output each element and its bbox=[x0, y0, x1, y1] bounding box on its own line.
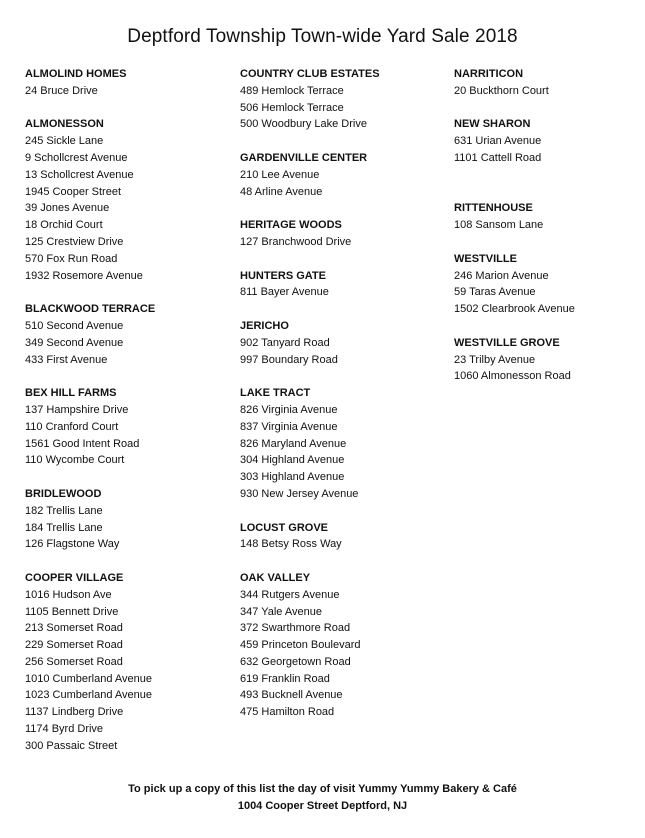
address: 349 Second Avenue bbox=[25, 336, 124, 349]
address: 489 Hemlock Terrace bbox=[240, 84, 344, 97]
section-heading: LOCUST GROVE bbox=[240, 521, 329, 534]
address: 210 Lee Avenue bbox=[240, 168, 320, 181]
address: 433 First Avenue bbox=[25, 353, 108, 366]
address: 110 Wycombe Court bbox=[25, 454, 125, 467]
address: 1561 Good Intent Road bbox=[25, 437, 140, 450]
address: 1101 Cattell Road bbox=[454, 151, 542, 164]
column-2 bbox=[240, 66, 450, 738]
address: 48 Arline Avenue bbox=[240, 185, 323, 198]
footer bbox=[0, 781, 645, 815]
address: 108 Sansom Lane bbox=[454, 219, 544, 232]
address: 229 Somerset Road bbox=[25, 639, 123, 652]
section-cooper-village bbox=[25, 570, 230, 755]
address: 997 Boundary Road bbox=[240, 353, 338, 366]
section-heading: HUNTERS GATE bbox=[240, 269, 326, 282]
address: 182 Trellis Lane bbox=[25, 504, 103, 517]
address: 619 Franklin Road bbox=[240, 672, 330, 685]
footer-pickup-note: To pick up a copy of this list the day of visit Yummy Yummy Bakery & Café bbox=[128, 783, 517, 795]
section-heading: LAKE TRACT bbox=[240, 387, 311, 400]
address: 256 Somerset Road bbox=[25, 655, 123, 668]
address: 372 Swarthmore Road bbox=[240, 622, 351, 635]
address: 1023 Cumberland Avenue bbox=[25, 689, 153, 702]
address: 303 Highland Avenue bbox=[240, 471, 345, 484]
address: 631 Urian Avenue bbox=[454, 135, 542, 148]
section-heading: WESTVILLE GROVE bbox=[454, 336, 560, 349]
section-blackwood-terrace bbox=[25, 301, 230, 368]
address: 110 Cranford Court bbox=[25, 420, 119, 433]
section-locust-grove bbox=[240, 520, 450, 554]
address: 59 Taras Avenue bbox=[454, 286, 536, 299]
address: 1502 Clearbrook Avenue bbox=[454, 303, 575, 316]
address: 184 Trellis Lane bbox=[25, 521, 103, 534]
address: 1105 Bennett Drive bbox=[25, 605, 119, 618]
address: 9 Schollcrest Avenue bbox=[25, 151, 128, 164]
section-almonesson bbox=[25, 116, 230, 284]
column-1 bbox=[25, 66, 230, 771]
section-westville-grove bbox=[454, 335, 639, 385]
address: 344 Rutgers Avenue bbox=[240, 588, 340, 601]
address: 632 Georgetown Road bbox=[240, 655, 351, 668]
section-almolind-homes bbox=[25, 66, 230, 100]
address: 506 Hemlock Terrace bbox=[240, 101, 344, 114]
section-heading: GARDENVILLE CENTER bbox=[240, 151, 368, 164]
section-heading: HERITAGE WOODS bbox=[240, 219, 342, 232]
address: 300 Passaic Street bbox=[25, 739, 118, 752]
address: 125 Crestview Drive bbox=[25, 235, 124, 248]
address: 148 Betsy Ross Way bbox=[240, 538, 342, 551]
section-rittenhouse bbox=[454, 200, 639, 234]
section-hunters-gate bbox=[240, 268, 450, 302]
address: 902 Tanyard Road bbox=[240, 336, 330, 349]
section-bex-hill-farms bbox=[25, 385, 230, 469]
section-heading: NARRITICON bbox=[454, 68, 524, 80]
address: 826 Virginia Avenue bbox=[240, 403, 338, 416]
address: 127 Branchwood Drive bbox=[240, 235, 352, 248]
section-heading: OAK VALLEY bbox=[240, 571, 311, 584]
section-new-sharon bbox=[454, 116, 639, 166]
footer-bakery-address: 1004 Cooper Street Deptford, NJ bbox=[237, 799, 408, 812]
address: 137 Hampshire Drive bbox=[25, 403, 129, 416]
address: 213 Somerset Road bbox=[25, 622, 123, 635]
address: 1137 Lindberg Drive bbox=[25, 706, 124, 719]
address: 1016 Hudson Ave bbox=[25, 588, 112, 601]
address: 475 Hamilton Road bbox=[240, 706, 335, 719]
section-heading: ALMONESSON bbox=[25, 118, 104, 131]
section-heading: WESTVILLE bbox=[454, 252, 517, 265]
address: 570 Fox Run Road bbox=[25, 252, 118, 265]
section-heading: RITTENHOUSE bbox=[454, 202, 533, 215]
section-lake-tract bbox=[240, 385, 450, 503]
section-narriticon bbox=[454, 66, 639, 100]
section-heading: COOPER VILLAGE bbox=[25, 571, 124, 584]
address: 126 Flagstone Way bbox=[25, 538, 120, 551]
address: 13 Schollcrest Avenue bbox=[25, 168, 134, 181]
address: 1060 Almonesson Road bbox=[454, 370, 571, 383]
section-heading: BRIDLEWOOD bbox=[25, 487, 102, 500]
address: 1010 Cumberland Avenue bbox=[25, 672, 153, 685]
address: 826 Maryland Avenue bbox=[240, 437, 347, 450]
address: 510 Second Avenue bbox=[25, 319, 124, 332]
address: 930 New Jersey Avenue bbox=[240, 487, 359, 500]
address: 304 Highland Avenue bbox=[240, 454, 345, 467]
address: 18 Orchid Court bbox=[25, 219, 103, 232]
section-heritage-woods bbox=[240, 217, 450, 251]
address: 811 Bayer Avenue bbox=[240, 286, 329, 299]
address: 24 Bruce Drive bbox=[25, 84, 98, 97]
section-westville bbox=[454, 251, 639, 318]
address: 837 Virginia Avenue bbox=[240, 420, 338, 433]
section-bridlewood bbox=[25, 486, 230, 553]
address: 39 Jones Avenue bbox=[25, 202, 110, 215]
section-heading: ALMOLIND HOMES bbox=[25, 68, 127, 80]
address: 1932 Rosemore Avenue bbox=[25, 269, 143, 282]
address: 20 Buckthorn Court bbox=[454, 84, 549, 97]
section-heading: COUNTRY CLUB ESTATES bbox=[240, 68, 380, 80]
page-title: Deptford Township Town-wide Yard Sale 2018 bbox=[127, 26, 518, 47]
address: 246 Marion Avenue bbox=[454, 269, 549, 282]
section-heading: BLACKWOOD TERRACE bbox=[25, 303, 156, 316]
section-country-club-estates bbox=[240, 66, 450, 133]
address: 23 Trilby Avenue bbox=[454, 353, 536, 366]
address: 459 Princeton Boulevard bbox=[240, 639, 361, 652]
column-3 bbox=[454, 66, 639, 402]
section-heading: NEW SHARON bbox=[454, 118, 531, 131]
section-heading: JERICHO bbox=[240, 319, 289, 332]
address: 500 Woodbury Lake Drive bbox=[240, 118, 367, 131]
section-jericho bbox=[240, 318, 450, 368]
section-gardenville-center bbox=[240, 150, 450, 200]
address: 1945 Cooper Street bbox=[25, 185, 122, 198]
address: 245 Sickle Lane bbox=[25, 135, 104, 148]
address: 1174 Byrd Drive bbox=[25, 723, 104, 736]
address: 493 Bucknell Avenue bbox=[240, 689, 343, 702]
address: 347 Yale Avenue bbox=[240, 605, 322, 618]
section-oak-valley bbox=[240, 570, 450, 721]
section-heading: BEX HILL FARMS bbox=[25, 387, 117, 400]
